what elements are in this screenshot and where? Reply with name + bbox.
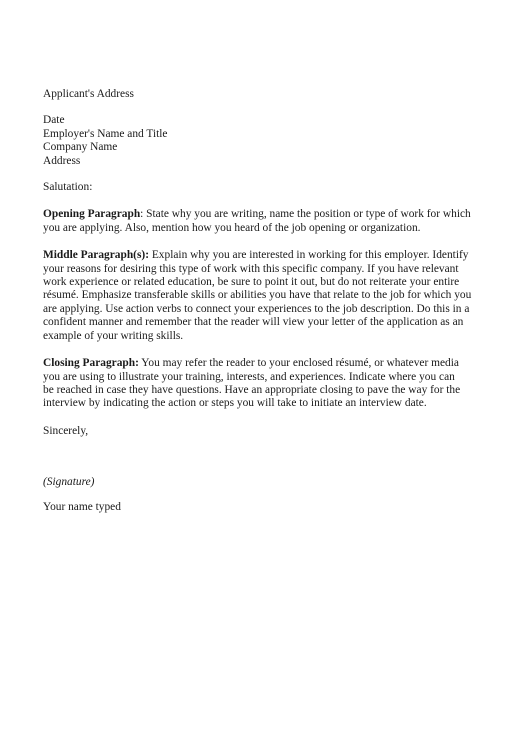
date-line: Date <box>43 114 65 127</box>
closing-lead: Closing Paragraph: <box>43 357 139 370</box>
company-line: Company Name <box>43 141 118 154</box>
recipient-block <box>43 114 468 168</box>
employer-line: Employer's Name and Title <box>43 127 168 140</box>
middle-lead: Middle Paragraph(s): <box>43 249 149 262</box>
middle-line-1-text: Explain why you are interested in working for this employer. Identify <box>149 249 469 262</box>
opening-line-1-text: : State why you are writing, name the position or type of work for which <box>140 208 471 221</box>
salutation <box>43 181 468 194</box>
name-typed <box>43 501 468 514</box>
signature-text: (Signature) <box>43 476 95 489</box>
middle-line-2: your reasons for desiring this type of work with this specific company. If you have relevant <box>43 262 459 275</box>
closing-paragraph <box>43 357 468 411</box>
opening-line-1 <box>43 208 471 221</box>
sincerely <box>43 425 468 438</box>
letter-template <box>43 88 472 514</box>
closing-line-1-text: You may refer the reader to your enclosed résumé, or whatever media <box>138 357 459 370</box>
middle-line-5: are applying. Use action verbs to connect your experiences to the job description. Do this in a <box>43 302 470 315</box>
middle-paragraph <box>43 249 472 343</box>
closing-line-3: be reached in case they have questions. Have an appropriate closing to pave the way for the <box>43 383 461 396</box>
closing-line-4: interview by indicating the action or steps you will take to initiate an interview date. <box>43 397 427 410</box>
applicant-address <box>43 88 468 101</box>
closing-line-1 <box>43 357 468 370</box>
closing-line-2: you are using to illustrate your training, interests, and experiences. Indicate where you can <box>43 370 455 383</box>
middle-line-1 <box>43 249 468 262</box>
middle-line-6: confident manner and remember that the reader will view your letter of the application as an <box>43 316 464 329</box>
applicant-address-text: Applicant's Address <box>43 88 134 100</box>
address-line: Address <box>43 154 81 167</box>
salutation-text: Salutation: <box>43 181 93 194</box>
opening-line-2: you are applying. Also, mention how you heard of the job opening or organization. <box>43 221 421 234</box>
opening-lead: Opening Paragraph <box>43 208 141 221</box>
signature <box>43 476 468 489</box>
opening-paragraph <box>43 208 471 235</box>
middle-line-7: example of your writing skills. <box>43 329 184 342</box>
middle-line-3: work experience or related education, be sure to point it out, but do not reiterate your entire <box>43 276 460 289</box>
name-typed-text: Your name typed <box>43 500 121 513</box>
middle-line-4: résumé. Emphasize transferable skills or abilities you have that relate to the job for which you <box>43 289 472 302</box>
sincerely-text: Sincerely, <box>43 424 89 437</box>
